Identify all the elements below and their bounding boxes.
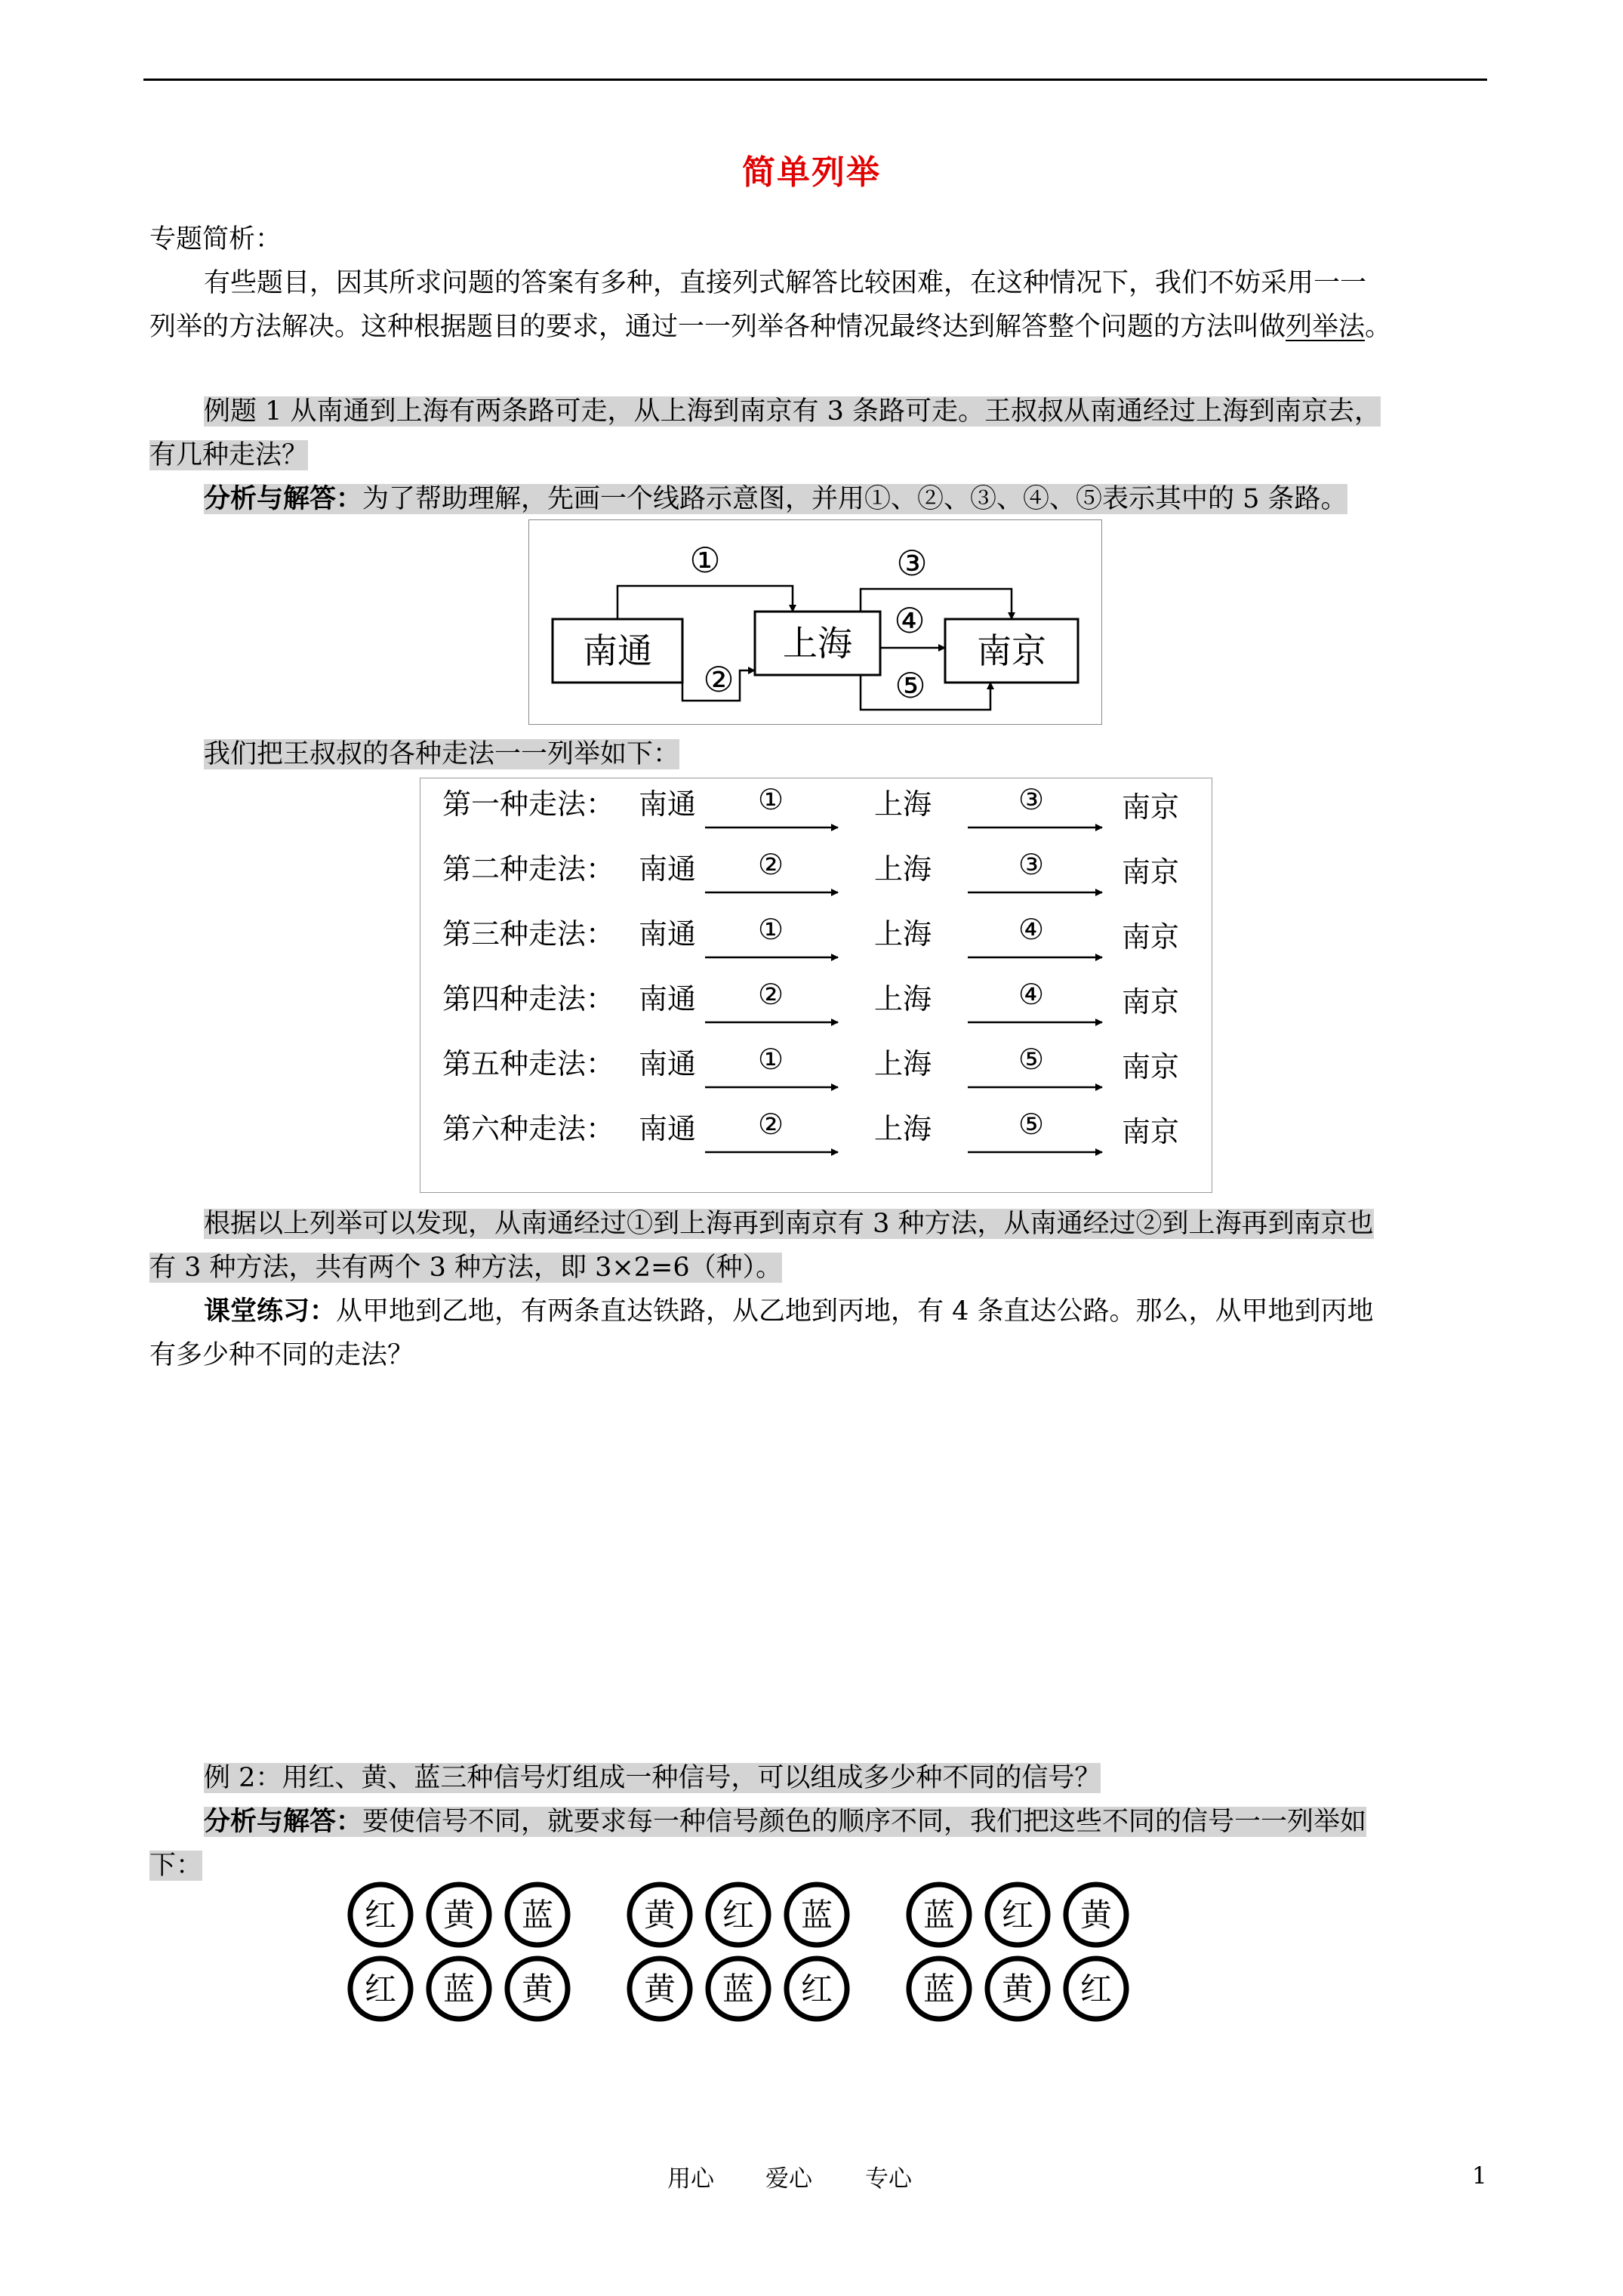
list-intro [204,732,679,776]
page-title: 简单列举 [742,153,881,192]
way-from: 南通 [639,1112,697,1145]
way-from: 南通 [639,787,697,821]
route-4-label: ④ [894,600,925,641]
way-route-2: ③ [1018,783,1045,816]
example1-question-line-2 [149,433,308,477]
practice-line-1 [204,1290,1374,1333]
example2-analysis-line-2 [149,1844,202,1888]
way-mid: 上海 [873,852,932,886]
way-to: 南京 [1122,1050,1180,1083]
way-label: 第六种走法： [442,1112,615,1145]
route-5-label: ⑤ [895,665,926,706]
city-label-nantong: 南通 [583,630,652,671]
way-label: 第三种走法： [442,917,615,951]
example1-analysis-text: 为了帮助理解，先画一个线路示意图，并用①、②、③、④、⑤表示其中的 5 条路。 [362,484,1347,514]
intro-heading: 专题简析： [149,224,282,254]
example2-analysis-text: 要使信号不同，就要求每一种信号颜色的顺序不同，我们把这些不同的信号一一列举如 [362,1807,1367,1837]
way-from: 南通 [639,917,697,951]
route-3-label: ③ [896,543,928,584]
example2-analysis-text-2: 下： [149,1851,203,1881]
route-2-label: ② [703,659,735,700]
footer-motto-3: 专心 [865,2165,912,2193]
ways-table [420,778,1212,1193]
footer-motto-2: 爱心 [765,2165,812,2193]
way-label: 第四种走法： [442,982,615,1015]
example1-question-text-1: 例题 1 从南通到上海有两条路可走，从上海到南京有 3 条路可走。王叔叔从南通经过上海到南京去， [204,396,1381,427]
signal-light-label: 蓝 [521,1897,554,1934]
way-label: 第二种走法： [442,852,615,886]
term-enumeration-method: 列举法 [1286,312,1366,342]
conclusion-text-1: 根据以上列举可以发现，从南通经过①到上海再到南京有 3 种方法，从南通经过②到上海再到南京也 [204,1209,1374,1239]
conclusion-line-1 [204,1202,1374,1246]
example1-analysis-label: 分析与解答： [204,483,363,514]
way-route-2: ④ [1018,913,1045,946]
way-from: 南通 [639,852,697,886]
way-to: 南京 [1122,920,1180,954]
way-route-1: ① [757,1043,784,1076]
header-rule [143,79,1487,81]
signal-light-label: 黄 [521,1971,554,2008]
route-1-line [617,586,793,619]
page-number: 1 [1472,2162,1487,2190]
way-to: 南京 [1122,791,1180,824]
example2-analysis-label: 分析与解答： [204,1806,363,1837]
practice-label: 课堂练习： [204,1296,337,1327]
way-route-1: ② [757,1108,784,1141]
way-route-1: ① [757,913,784,946]
route-1-label: ① [689,540,721,581]
diagram-frame [528,519,1102,725]
way-from: 南通 [639,1047,697,1080]
route-diagram [528,519,1102,725]
conclusion-text-2: 有 3 种方法，共有两个 3 种方法，即 3×2=6（种）。 [149,1253,783,1283]
example2-question-text: 例 2：用红、黄、蓝三种信号灯组成一种信号，可以组成多少种不同的信号？ [204,1763,1101,1793]
signal-light-label: 红 [722,1897,755,1934]
way-route-1: ① [757,783,784,816]
way-mid: 上海 [873,787,932,821]
signal-light-label: 黄 [643,1971,676,2008]
intro-line-1: 有些题目，因其所求问题的答案有多种，直接列式解答比较困难，在这种情况下，我们不妨采用一一 [204,268,1367,298]
way-mid: 上海 [873,917,932,951]
way-to: 南京 [1122,985,1180,1019]
example1-analysis [204,477,1347,521]
signal-light-label: 黄 [1001,1971,1034,2008]
signal-light-label: 红 [800,1971,833,2008]
city-label-shanghai: 上海 [783,623,852,664]
signal-light-label: 黄 [442,1897,476,1934]
intro-line-2-end: 。 [1365,312,1392,342]
signal-light-label: 红 [1001,1897,1034,1934]
way-label: 第五种走法： [442,1047,615,1080]
example1-question-text-2: 有几种走法？ [149,440,309,470]
signal-light-label: 红 [364,1897,397,1934]
list-intro-text: 我们把王叔叔的各种走法一一列举如下： [204,739,680,769]
signal-light-label: 蓝 [922,1971,956,2008]
practice-text: 从甲地到乙地，有两条直达铁路，从乙地到丙地，有 4 条直达公路。那么，从甲地到丙地 [336,1296,1374,1327]
way-mid: 上海 [873,982,932,1015]
way-to: 南京 [1122,855,1180,889]
way-route-2: ⑤ [1018,1108,1045,1141]
signal-light-label: 蓝 [922,1897,956,1934]
way-label: 第一种走法： [442,787,615,821]
signal-light-label: 红 [364,1971,397,2008]
intro-line-2 [149,305,1391,349]
footer-motto-1: 用心 [667,2165,714,2193]
intro-line-2-text: 列举的方法解决。这种根据题目的要求，通过一一列举各种情况最终达到解答整个问题的方法叫做 [149,312,1286,342]
practice-line-2: 有多少种不同的走法？ [149,1340,414,1370]
example2-analysis [204,1800,1366,1844]
way-route-2: ③ [1018,848,1045,881]
city-label-nanjing: 南京 [977,630,1046,671]
example1-question-line-1 [204,390,1381,433]
ways-rows [442,783,1179,1152]
route-3-line [861,589,1012,619]
way-route-1: ② [757,848,784,881]
signal-light-label: 蓝 [722,1971,755,2008]
signal-light-label: 黄 [1079,1897,1113,1934]
example2-question [204,1756,1101,1800]
conclusion-line-2 [149,1246,782,1290]
way-to: 南京 [1122,1115,1180,1148]
signal-groups [350,1885,1126,2019]
way-route-1: ② [757,978,784,1011]
way-from: 南通 [639,982,697,1015]
signal-light-label: 红 [1079,1971,1113,2008]
way-mid: 上海 [873,1112,932,1145]
way-mid: 上海 [873,1047,932,1080]
signal-combinations [347,1872,1178,2023]
way-route-2: ④ [1018,978,1045,1011]
signal-light-label: 黄 [643,1897,676,1934]
signal-light-label: 蓝 [442,1971,476,2008]
signal-light-label: 蓝 [800,1897,833,1934]
way-route-2: ⑤ [1018,1043,1045,1076]
